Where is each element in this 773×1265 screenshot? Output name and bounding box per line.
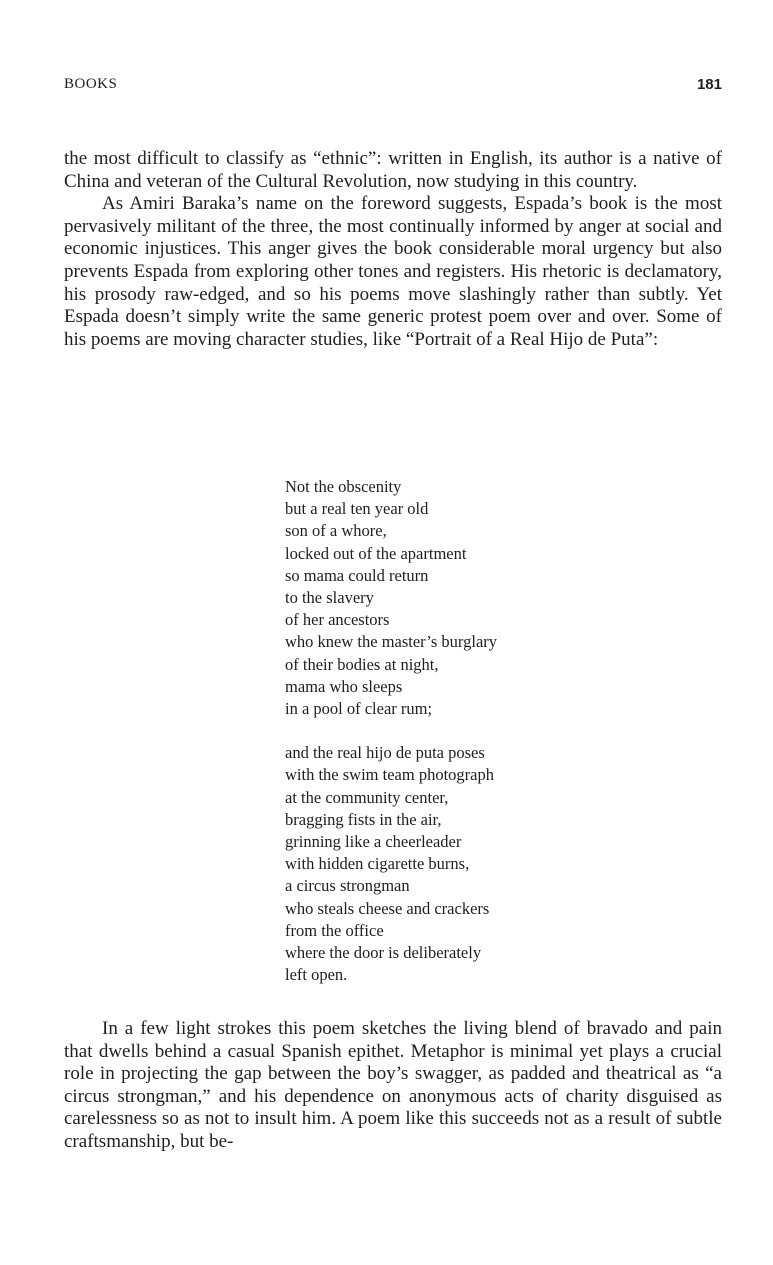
poem-line: left open.	[285, 965, 348, 985]
poem-line: of their bodies at night,	[285, 654, 439, 674]
closing-text	[64, 1018, 722, 1154]
paragraph-espada: As Amiri Baraka’s name on the foreword suggests, Espada’s book is the most pervasively militant of the three, the most continually informed by anger at social and economic injustices. This anger gives the book considerable moral urgency but also prevents Espada from exploring other tones and registers. His rhetoric is declamatory, his prosody raw-edged, and so his poems move slashingly rather than subtly. Yet Espada doesn’t simply write the same generic protest poem over and over. Some of his poems are moving character studies, like “Portrait of a Real Hijo de Puta”:	[64, 193, 722, 350]
poem-line: who steals cheese and crackers	[285, 898, 490, 918]
poem-line: of her ancestors	[285, 610, 390, 630]
poem-excerpt	[285, 476, 497, 986]
section-title: BOOKS	[64, 76, 118, 92]
poem-line: with the swim team photograph	[285, 765, 494, 785]
poem-line: mama who sleeps	[285, 676, 403, 696]
stanza-break	[285, 720, 497, 742]
poem-stanza-2	[285, 742, 497, 986]
poem-stanza-1	[285, 476, 497, 720]
poem-line: bragging fists in the air,	[285, 809, 442, 829]
poem-line: with hidden cigarette burns,	[285, 854, 470, 874]
poem-line: and the real hijo de puta poses	[285, 743, 485, 763]
poem-line: who knew the master’s burglary	[285, 632, 498, 652]
poem-line: son of a whore,	[285, 521, 387, 541]
poem-line: in a pool of clear rum;	[285, 699, 433, 719]
page-number: 181	[696, 76, 722, 93]
paragraph-analysis: In a few light strokes this poem sketches the living blend of bravado and pain that dwells behind a casual Spanish epithet. Metaphor is minimal yet plays a crucial role in projecting the gap between the boy’s swagger, as padded and theatrical as “a circus strongman,” and his dependence on anonymous acts of charity disguised as carelessness so as not to insult him. A poem like this succeeds not as a result of subtle craftsmanship, but be-	[64, 1018, 722, 1152]
poem-line: from the office	[285, 920, 384, 940]
poem-line: so mama could return	[285, 565, 429, 585]
running-head	[64, 76, 722, 98]
poem-line: Not the obscenity	[285, 477, 402, 496]
poem-line: at the community center,	[285, 787, 449, 807]
poem-line: but a real ten year old	[285, 499, 429, 519]
paragraph-continued: the most difficult to classify as “ethnic”: written in English, its author is a native of China and veteran of the Cultural Revolution, now studying in this country.	[64, 148, 722, 192]
poem-line: a circus strongman	[285, 876, 410, 896]
poem-line: locked out of the apartment	[285, 543, 467, 563]
poem-line: to the slavery	[285, 588, 374, 608]
body-text	[64, 148, 722, 351]
poem-line: grinning like a cheerleader	[285, 832, 462, 852]
poem-line: where the door is deliberately	[285, 943, 482, 963]
